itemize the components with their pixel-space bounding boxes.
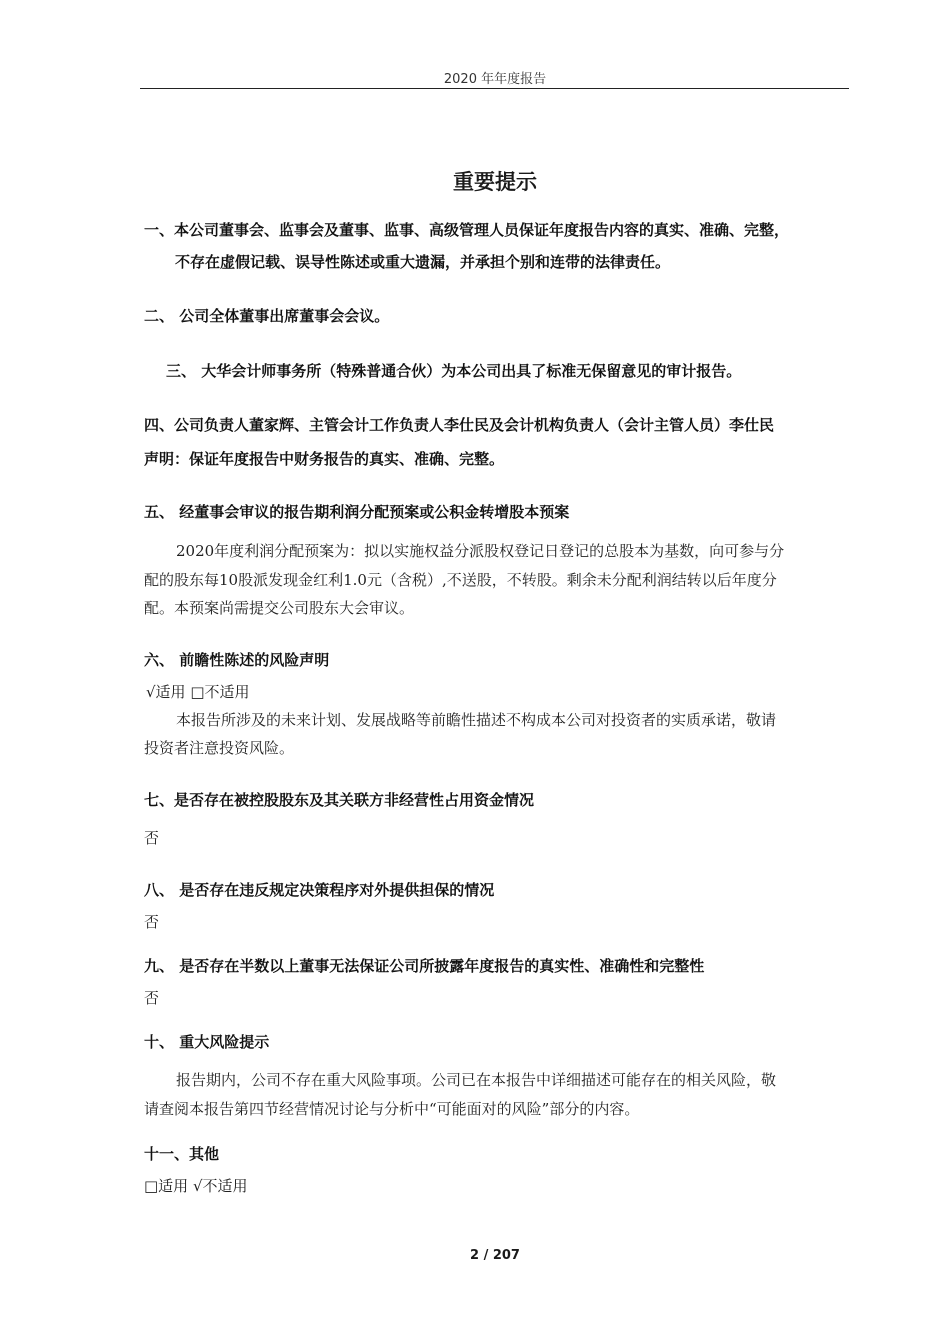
- item-6-option: √适用 □不适用: [146, 683, 250, 701]
- item-5-heading: 五、 经董事会审议的报告期利润分配预案或公积金转增股本预案: [144, 503, 570, 521]
- header-rule: [140, 88, 849, 89]
- item-5-body-3: 配。本预案尚需提交公司股东大会审议。: [144, 599, 415, 617]
- item-10-heading: 十、 重大风险提示: [144, 1033, 270, 1051]
- item-3: 三、 大华会计师事务所（特殊普通合伙）为本公司出具了标准无保留意见的审计报告。: [166, 362, 742, 380]
- item-8-answer: 否: [144, 913, 160, 931]
- item-9-answer: 否: [144, 989, 160, 1007]
- running-header: 2020 年年度报告: [443, 72, 547, 87]
- item-8-heading: 八、 是否存在违反规定决策程序对外提供担保的情况: [144, 881, 495, 899]
- item-10-body-1: 报告期内，公司不存在重大风险事项。公司已在本报告中详细描述可能存在的相关风险，敬: [176, 1071, 777, 1089]
- item-11-heading: 十一、其他: [144, 1145, 220, 1163]
- item-7-answer: 否: [144, 829, 160, 847]
- item-6-body-2: 投资者注意投资风险。: [144, 739, 295, 757]
- item-6-body-1: 本报告所涉及的未来计划、发展战略等前瞻性描述不构成本公司对投资者的实质承诺，敬请: [176, 711, 777, 729]
- page-title: 重要提示: [453, 170, 537, 194]
- item-11-option: □适用 √不适用: [144, 1177, 248, 1195]
- page-number: 2 / 207: [470, 1248, 520, 1263]
- item-4-line1: 四、公司负责人董家辉、主管会计工作负责人李仕民及会计机构负责人（会计主管人员）李仕民: [144, 416, 775, 434]
- item-7-heading: 七、是否存在被控股股东及其关联方非经营性占用资金情况: [144, 791, 535, 809]
- item-5-body-2: 配的股东每10股派发现金红利1.0元（含税）,不送股，不转股。剩余未分配利润结转以后年度分: [144, 571, 777, 589]
- item-1-line2: 不存在虚假记载、误导性陈述或重大遗漏，并承担个别和连带的法律责任。: [175, 253, 671, 271]
- item-10-body-2: 请查阅本报告第四节经营情况讨论与分析中“可能面对的风险”部分的内容。: [144, 1100, 640, 1118]
- item-1-line1: 一、本公司董事会、监事会及董事、监事、高级管理人员保证年度报告内容的真实、准确、完整，: [144, 221, 790, 239]
- item-9-heading: 九、 是否存在半数以上董事无法保证公司所披露年度报告的真实性、准确性和完整性: [144, 957, 705, 975]
- item-5-body-1: 2020年度利润分配预案为：拟以实施权益分派股权登记日登记的总股本为基数，向可参与分: [176, 542, 785, 560]
- item-6-heading: 六、 前瞻性陈述的风险声明: [144, 651, 330, 669]
- item-4-line2: 声明：保证年度报告中财务报告的真实、准确、完整。: [144, 450, 505, 468]
- item-2: 二、 公司全体董事出席董事会会议。: [144, 307, 390, 325]
